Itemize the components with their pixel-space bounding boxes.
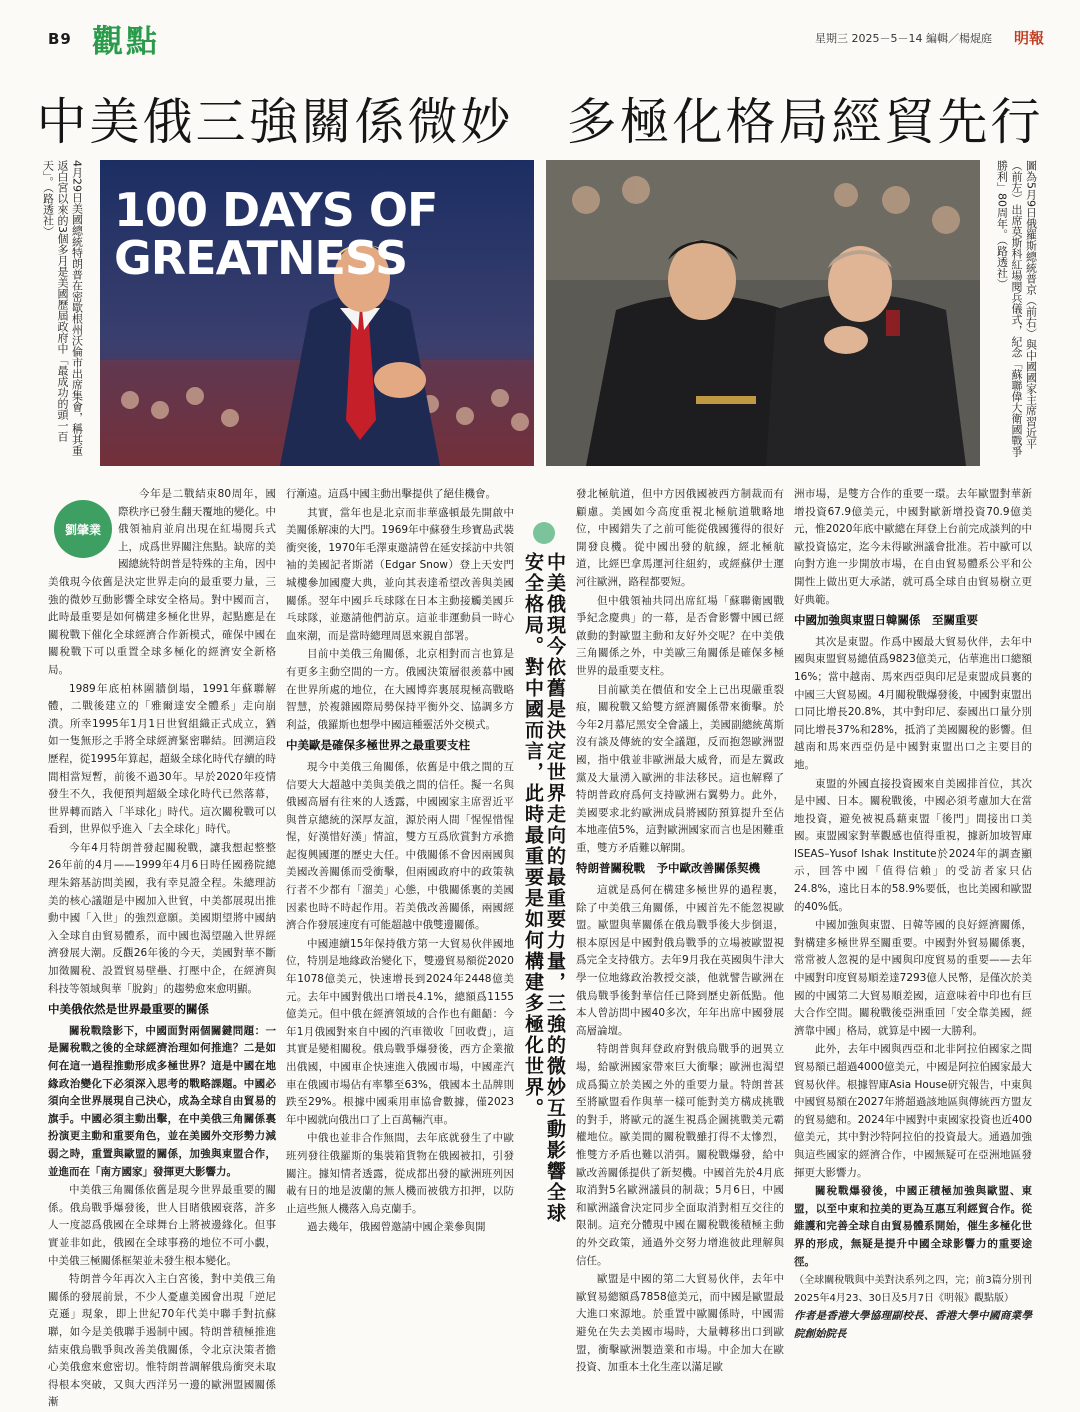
paragraph: 歐盟是中國的第二大貿易伙伴，去年中歐貿易總額爲7858億美元，而中國是歐盟最大進口來源地。於重置中歐關係時，中國需避免在失去美國市場時，大量轉移出口到歐盟，衝擊歐洲製造業和市場。中企加大在歐投資、加重本土化生產以滿足歐 bbox=[576, 1273, 784, 1374]
pull-quote bbox=[522, 486, 566, 1246]
subheading: 特朗普關稅戰 予中歐改善關係契機 bbox=[576, 861, 760, 876]
photo-trump-rally bbox=[100, 160, 534, 466]
paragraph: 特朗普與拜登政府對俄烏戰爭的迥異立場，給歐洲國家帶來巨大衝擊；歐洲也渴望成爲獨立於美國之外的重要力量。特朗普甚至將歐盟看作與華一樣可能對美方構成挑戰的對手，將歐元的誕生視爲企圖挑戰美元霸權地位。歐美間的關稅戰雖打得不太慘烈，惟雙方矛盾也難以消弭。關稅戰爆發，給中歐改善關係提供了新契機。中國首先於4月底取消對5名歐洲議員的制裁；5月6日，中國和歐洲議會決定同步全面取消對相互交往的限制。這充分體現中國在關稅戰後積極主動的外交政策，通過外交努力增進彼此理解與信任。 bbox=[576, 1043, 784, 1267]
parade-photo-illustration bbox=[546, 160, 980, 466]
paragraph: 今年4月特朗普發起關稅戰，讓我想起整整26年前的4月——1999年4月6日時任國務院總理朱鎔基訪問美國，我有幸見證全程。朱總理訪美的核心議題是中國加入世貿，中美都展現出推動中國「入世」的強烈意願。美國期望將中國納入全球自由貿易體系，而中國也渴望融入世界經濟發展大潮。反觀26年後的今天，美國對華不斷加徵關稅、設置貿易壁壘、打壓中企，在經濟與科技等領域與華「脫鈎」的趨勢愈來愈明顯。 bbox=[48, 841, 276, 995]
paragraph: 過去幾年，俄國曾邀請中國企業參與開 bbox=[307, 1221, 486, 1234]
paragraph: （全球關稅戰與中美對決系列之四，完；前3篇分別刊2025年4月23、30日及5月7日《明報》觀點版） bbox=[794, 1275, 1032, 1304]
dateline: 星期三 2025－5－14 編輯／楊焜庭 bbox=[815, 32, 992, 45]
photo-caption-right: 圖為5月9日俄羅斯總統普京（前右）與中國國家主席習近平（前左）出席莫斯科紅場閱兵儀式，紀念「蘇聯偉大衛國戰爭勝利」80周年。（路透社） bbox=[995, 160, 1038, 457]
author-byline: 劉肇業 bbox=[54, 500, 112, 558]
paragraph: 此外，去年中國與西亞和北非阿拉伯國家之間貿易額已超過4000億美元，中國是阿拉伯國家最大貿易伙伴。根據智庫Asia House研究報告，中東與中國貿易額在2027年將超過該地區與傳統西方盟友的貿易總和。2024年中國對中東國家投資也近400億美元，其中對沙特阿拉伯的投資最大。通過加強與這些國家的經濟合作，中國無疑可在亞洲地區發揮更大影響力。 bbox=[794, 1043, 1032, 1179]
paragraph: 其實，當年也是北京而非華盛頓最先開啟中美關係解凍的大門。1969年中蘇發生珍寶島武裝衝突後，1970年毛澤東邀請曾在延安採訪中共領袖的美國記者斯諾（Edgar Snow）登上天安門城樓參加國慶大典，並向其表達希望改善與美國關係。翌年中國乒乓球隊在日本主動接觸美國乒乓球隊，並邀請他們訪京。這並非運動員一時心血來潮，而是當時總理周恩來親自部署。 bbox=[286, 506, 514, 642]
pull-quote-text: 中美俄現今依舊是決定世界走向的最重要力量，三強的微妙互動影響全球安全格局。對中國而言，此時最重要是如何構建多極化世界。 bbox=[522, 552, 566, 1224]
byline-spacer bbox=[48, 486, 118, 562]
photo-parade-leaders bbox=[546, 160, 980, 466]
paragraph: 中美俄三角關係依舊是現今世界最重要的關係。俄烏戰爭爆發後，世人目睹俄國衰落，許多人一度認爲俄國在全球舞台上將被邊緣化。但事實並非如此，俄國在全球事務的地位不可小覷，中美俄三極關係框架並未發生根本變化。 bbox=[48, 1184, 276, 1267]
headline: 中美俄三強關係微妙 多極化格局經貿先行 bbox=[36, 93, 1044, 151]
subheading: 中國加強與東盟日韓關係 至關重要 bbox=[794, 613, 978, 628]
paragraph: 今年是二戰結束80周年，國際秩序已發生翻天覆地的變化。中俄領袖肩並肩出現在紅場閱兵式上，成爲世界關注焦點。缺席的美國總統特朗普是特殊的主角，因中美俄現今依舊是決定世界走向的最重要力量，三強的微妙互動影響全球安全格局。對中國而言，此時最重要是如何構建多極化世界，起點應是在關稅戰下催化全球經濟合作新模式，確保中國在關稅戰下可以重置全球多極化的經濟安全新格局。 bbox=[48, 488, 276, 676]
subheading: 中美歐是確保多極世界之最重要支柱 bbox=[286, 738, 470, 753]
paragraph: 這就是爲何在構建多極世界的過程裏，除了中美俄三角關係，中國首先不能忽視歐盟。歐盟與華關係在俄烏戰爭後大步倒退，根本原因是中國對俄烏戰爭的立場被歐盟視爲完全支持俄方。去年9月我在英國與牛津大學一位地緣政治教授交談，他就譬告歐洲在俄烏戰爭後對華信任已降到歷史新低點。他本人曾訪問中國40多次，年年出席中國發展高層論壇。 bbox=[576, 884, 784, 1037]
article-column-1 bbox=[48, 486, 276, 1409]
banner-text: 100 DAYS OF GREATNESS bbox=[114, 183, 438, 285]
paragraph: 但中俄領袖共同出席紅場「蘇聯衛國戰爭紀念慶典」的一幕，是否會影響中國已經啟動的對歐盟主動和友好外交呢？在中美俄三角關係之外，中美歐三角關係是確保多極世界的最重要支柱。 bbox=[576, 594, 784, 677]
section-title: 觀點 bbox=[92, 24, 160, 60]
paragraph: 關稅戰陰影下，中國面對兩個關鍵問題：一是關稅戰之後的全球經濟治理如何推進？二是如何在這一過程推動形成多極世界？這是中國在地緣政治變化下必須深入思考的戰略課題。中國必須向全世界展現自己決心，成為全球自由貿易的旗手。中國必須主動出擊，在中美俄三角關係裏扮演更主動和重要角色，並在美國外交形勢力減弱之時，重置與歐盟的關係，加強與東盟合作，並進而在「南方國家」發揮更大影響力。 bbox=[48, 1024, 276, 1178]
paragraph: 中國連續15年保持俄方第一大貿易伙伴國地位，特別是地緣政治變化下，雙邊貿易額從2020年1078億美元，快速增長到2024年2448億美元。去年中國對俄出口增長4.1%，總額爲1155億美元。但中俄在經濟領域的合作也有齟齬：今年1月俄國對來自中國的汽車徵收「回收費」，這其實是變相關稅。俄烏戰爭爆發後，西方企業撤出俄國，中國車企快速進入俄國市場，中國產汽車在俄國市場佔有率攀至63%，俄國本土品牌則跌至29%。根據中國乘用車協會數據，僅2023年中國就向俄出口了上百萬輛汽車。 bbox=[286, 937, 514, 1126]
paragraph: 中俄也並非合作無間，去年底就發生了中歐班列發往俄羅斯的集裝箱貨物在俄國被扣，引發關注。據知情者透露，從成都出發的歐洲班列因載有日的地是波蘭的無人機而被俄方扣押，以防止這些無人機落入烏克蘭手。 bbox=[286, 1132, 514, 1215]
paragraph: 作者是香港大學協理副校長、香港大學中國商業學院創始院長 bbox=[794, 1310, 1032, 1340]
paragraph: 中國加強與東盟、日韓等國的良好經濟關係，對構建多極世界至關重要。中國對外貿易關係裏，常常被人忽視的是中國與印度貿易的重要——去年中國對印度貿易順差達7293億人民幣，是僅次於美國的中國第二大貿易順差國，這意味着中印也有巨大合作空間。關稅戰後亞洲重回「安全靠美國，經濟靠中國」格局，就算是中國一大勝利。 bbox=[794, 919, 1032, 1037]
paragraph: 目前歐美在價值和安全上已出現嚴重裂痕，關稅戰又給雙方經濟關係帶來衝擊。於今年2月慕尼黑安全會議上，美國副總統萬斯沒有談及傳統的安全議題，反而抱怨歐洲盟國，指中俄並非歐洲最大威脅，而是左翼政黨及大量湧入歐洲的非法移民。這也解釋了特朗普政府爲何支持歐洲右翼勢力。此外，美國要求北約歐洲成員將國防預算提升至佔本地產值5%，這對歐洲國家而言也是困難重重，雙方矛盾難以解開。 bbox=[576, 683, 784, 854]
paragraph: 發北極航道，但中方因俄國被西方制裁而有顧慮。美國如今高度重視北極航道戰略地位，中國錯失了之前可能從俄國獲得的很好開發良機。從中國出發的航線，經北極航道，比經巴拿馬運河往紐約，或經蘇伊士運河往歐洲，路程都要短。 bbox=[576, 488, 784, 588]
article-column-2 bbox=[286, 486, 514, 1286]
paragraph: 現今中美俄三角關係，依舊是中俄之間的互信要大大超越中美與美俄之間的信任。擬一名與俄國高層有往來的人透露，中國國家主席習近平與普京總統的深厚友誼，源於兩人間「惺惺惜惺惺，好漢惜好漢」情誼，雙方互爲欣賞對方承擔起復興國運的歷史大任。中俄關係不會因兩國與美國改善關係而受衝擊，但兩國政府中的政策執行者不少都有「溜美」心態，中俄關係裏的美國因素也時不時起作用。若美俄改善關係，兩國經濟合作發展速度有可能超越中俄雙邊關係。 bbox=[286, 760, 514, 932]
paragraph: 特朗普今年再次入主白宮後，對中美俄三角關係的發展前景，不少人憂慮美國會出現「逆尼克遜」現象，即上世紀70年代美中聯手對抗蘇聯，如今是美俄聯手遏制中國。特朗普積極推進結束俄烏戰爭與改善美俄關係，令北京決策者擔心美俄愈來愈密切。惟特朗普調解俄烏衝突未取得根本突破，又與大西洋另一邊的歐洲盟國關係漸 bbox=[48, 1273, 276, 1409]
article-column-3 bbox=[576, 486, 784, 1374]
paragraph: 行漸遠。這爲中國主動出擊提供了絕佳機會。 bbox=[286, 488, 496, 500]
page-number: B9 bbox=[48, 30, 72, 48]
photo-caption-left: 4月29日美國總統特朗普在密歇根州沃倫市出席集會，稱其重返白宮以來的3個多月是美國歷屆政府中「最成功的頭一百天」。（路透社） bbox=[41, 160, 84, 456]
quote-mark-icon bbox=[533, 522, 555, 544]
paragraph: 洲市場，是雙方合作的重要一環。去年歐盟對華新增投資67.9億美元，中國對歐新增投資70.9億美元，惟2020年底中歐總在拜登上台前完成談判的中歐投資協定，迄今未得歐洲議會批准。若中歐可以向對方進一步開放市場，在自由貿易體系公平和公開性上做出更大承諾，就可爲全球自由貿易樹立更好典範。 bbox=[794, 488, 1032, 606]
page-header bbox=[0, 0, 1080, 66]
article-column-4 bbox=[794, 486, 1032, 1340]
paragraph: 目前中美俄三角關係，北京相對而言也算是有更多主動空間的一方。俄國決策層很羨慕中國在世界所處的地位，在大國博弈裏展現極高戰略智慧，於複雜國際局勢保持平衡外交、協調多方利益，俄羅斯也想學中國這種靈活外交模式。 bbox=[286, 648, 514, 731]
paragraph: 1989年底柏林圍牆倒塌，1991年蘇聯解體，二戰後建立的「雅爾達安全體系」走向崩潰。所幸1995年1月1日世貿組織正式成立，猶如一隻無形之手將全球經濟緊密聯結。回溯這段歷程，從1995年算起，超級全球化時代存續的時間相當短暫，前後不過30年。早於2020年疫情發生不久，我便預判超級全球化時代已然落幕，世界轉而踏入「半球化」時代。這次關稅戰可以看到，世界似乎進入「去全球化」時代。 bbox=[48, 682, 276, 836]
newspaper-logo: 明報 bbox=[1013, 29, 1044, 47]
subheading: 中美俄依然是世界最重要的關係 bbox=[48, 1002, 209, 1017]
paragraph: 其次是東盟。作爲中國最大貿易伙伴，去年中國與東盟貿易總值爲9823億美元，佔華進出口總額16%；當中越南、馬來西亞與印尼是東盟成員裏的中國三大貿易國。4月關稅戰爆發後，中國對東盟出口同比增長20.8%，其中對印尼、泰國出口量分別同比增長37%和28%，抵消了美國關稅的影響。但越南和馬來西亞仍是中國對東盟出口之主要目的地。 bbox=[794, 635, 1032, 771]
paragraph: 東盟的外國直接投資國來自美國排首位，其次是中國、日本。關稅戰後，中國必須考慮加大在當地投資，避免被視爲藉東盟「後門」間接出口美國。東盟國家對華觀感也值得重視，據新加坡智庫ISEAS–Yusof Ishak Institute於2024年的調查顯示，回答中國「值得信賴」的受訪者家只佔24.8%，遠比日本的58.9%要低，也比美國和歐盟的40%低。 bbox=[794, 777, 1032, 913]
paragraph: 關稅戰爆發後，中國正積極加強與歐盟、東盟，以至中東和拉美的更為互惠互利經貿合作。從維護和完善全球自由貿易體系開始，催生多極化世界的形成，無疑是提升中國全球影響力的重要途徑。 bbox=[794, 1185, 1032, 1268]
